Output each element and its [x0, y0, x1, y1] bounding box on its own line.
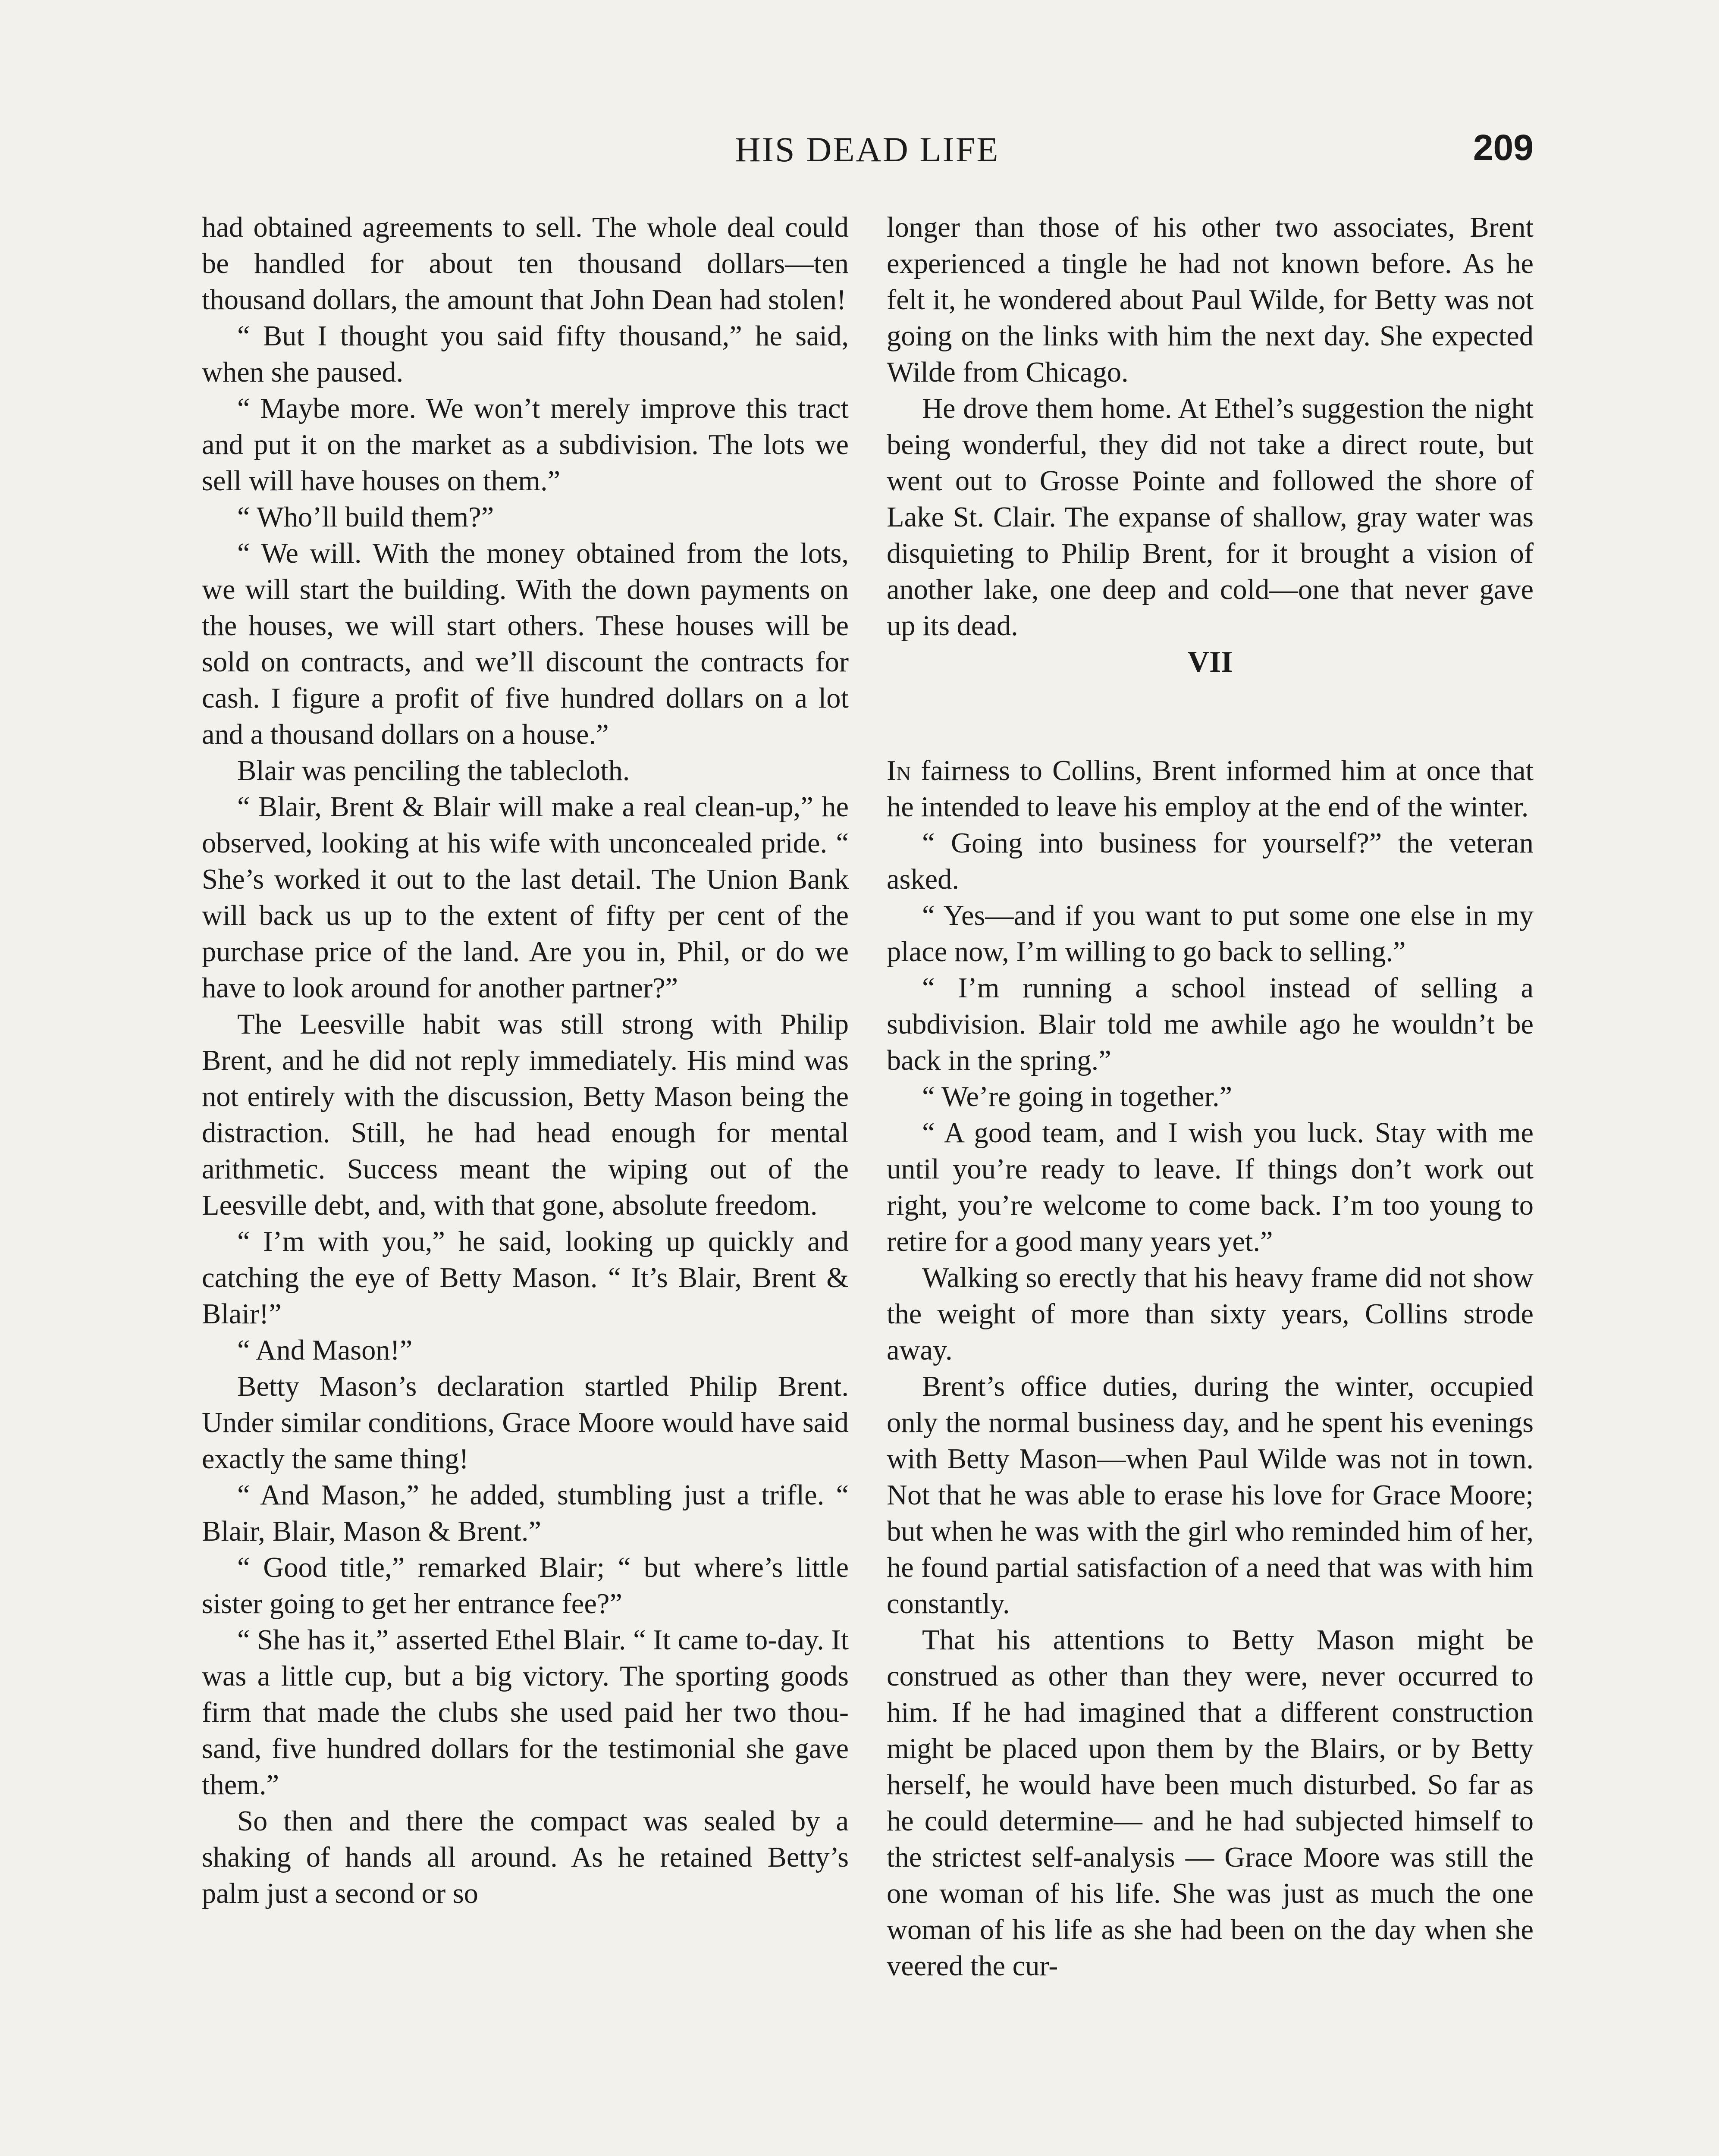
paragraph: So then and there the compact was sealed by a shaking of hands all around. As he retained Betty’s palm just a second or so [202, 1805, 849, 1909]
paragraph: The Leesville habit was still strong with Philip Brent, and he did not reply immediately. His mind was not entirely with the discussion, Betty Mason being the distraction. Still, he had head enough for mental arithmetic. Success meant the wiping out of the Leesville debt, and, with that gone, absolute freedom. [202, 1009, 849, 1221]
right-column [887, 210, 1534, 1984]
paragraph: had obtained agreements to sell. The whole deal could be handled for about ten thousand dollars—ten thousand dollars, the amount that John Dean had stolen! [202, 212, 849, 316]
opening-word: In [887, 755, 911, 787]
paragraph: He drove them home. At Ethel’s suggestion the night being wonderful, they did not take a direct route, but went out to Grosse Pointe and followed the shore of Lake St. Clair. The expanse of shallow, gray water was disquieting to Philip Brent, for it brought a vision of another lake, one deep and cold—one that never gave up its dead. [887, 393, 1534, 642]
chapter-opening-paragraph [887, 753, 1534, 825]
paragraph: “ Good title,” remarked Blair; “ but where’s little sister going to get her entrance fee?” [202, 1552, 849, 1620]
running-title: HIS DEAD LIFE [735, 130, 1000, 169]
paragraph: “ Maybe more. We won’t merely improve this tract and put it on the market as a subdivision. The lots we sell will have houses on them.” [202, 393, 849, 497]
left-column [202, 210, 849, 1912]
paragraph: “ And Mason!” [237, 1335, 413, 1366]
paragraph: longer than those of his other two associates, Brent experienced a tingle he had not known before. As he felt it, he wondered about Paul Wilde, for Betty was not going on the links with him the next day. She expected Wilde from Chicago. [887, 212, 1534, 388]
paragraph: Walking so erectly that his heavy frame did not show the weight of more than sixty years, Collins strode away. [887, 1262, 1534, 1366]
paragraph: “ And Mason,” he added, stumbling just a trifle. “ Blair, Blair, Mason & Brent.” [202, 1479, 849, 1547]
paragraph: “ Going into business for yourself?” the veteran asked. [887, 827, 1534, 895]
paragraph: “ I’m running a school instead of selling a subdivision. Blair told me awhile ago he wouldn’t be back in the spring.” [887, 972, 1534, 1076]
paragraph: “ She has it,” asserted Ethel Blair. “ It came to-day. It was a little cup, but a big victory. The sporting goods firm that made the clubs she used paid her two thousand, five hundred dollars for the testimonial she gave them.” [202, 1624, 849, 1801]
paragraph: That his attentions to Betty Mason might be construed as other than they were, never occurred to him. If he had imagined that a different construction might be placed upon them by the Blairs, or by Betty herself, he would have been much disturbed. So far as he could determine— and he had subjected himself to the strictest self-analysis — Grace Moore was still the one woman of his life. She was just as much the one woman of his life as she had been on the day when she veered the cur- [887, 1624, 1534, 1982]
paragraph: “ A good team, and I wish you luck. Stay with me until you’re ready to leave. If things don’t work out right, you’re welcome to come back. I’m too young to retire for a good many years yet.” [887, 1117, 1534, 1257]
paragraph: Betty Mason’s declaration startled Philip Brent. Under similar conditions, Grace Moore would have said exactly the same thing! [202, 1371, 849, 1475]
paragraph: Brent’s office duties, during the winter, occupied only the normal business day, and he spent his evenings with Betty Mason—when Paul Wilde was not in town. Not that he was able to erase his love for Grace Moore; but when he was with the girl who reminded him of her, he found partial satisfaction of a need that was with him constantly. [887, 1371, 1534, 1620]
paragraph: Blair was penciling the tablecloth. [237, 755, 630, 787]
paragraph: “ But I thought you said fifty thousand,” he said, when she paused. [202, 320, 849, 388]
page-number: 209 [1473, 127, 1534, 168]
chapter-heading: VII [1187, 646, 1233, 679]
paragraph: “ I’m with you,” he said, looking up quickly and catching the eye of Betty Mason. “ It’s Blair, Brent & Blair!” [202, 1226, 849, 1330]
paragraph: “ Yes—and if you want to put some one else in my place now, I’m willing to go back to selling.” [887, 900, 1534, 968]
paragraph: “ We will. With the money obtained from the lots, we will start the building. With the down payments on the houses, we will start others. These houses will be sold on contracts, and we’ll discount the contracts for cash. I figure a profit of five hundred dollars on a lot and a thousand dollars on a house.” [202, 538, 849, 750]
opening-text: fairness to Collins, Brent informed him at once that he intended to leave his employ at the end of the winter. [887, 755, 1534, 823]
paragraph: “ Blair, Brent & Blair will make a real clean-up,” he observed, looking at his wife with unconcealed pride. “ She’s worked it out to the last detail. The Union Bank will back us up to the extent of fifty per cent of the purchase price of the land. Are you in, Phil, or do we have to look around for another partner?” [202, 791, 849, 1004]
paragraph: “ Who’ll build them?” [237, 501, 494, 533]
running-head [201, 129, 1534, 181]
paragraph: “ We’re going in together.” [922, 1081, 1233, 1112]
